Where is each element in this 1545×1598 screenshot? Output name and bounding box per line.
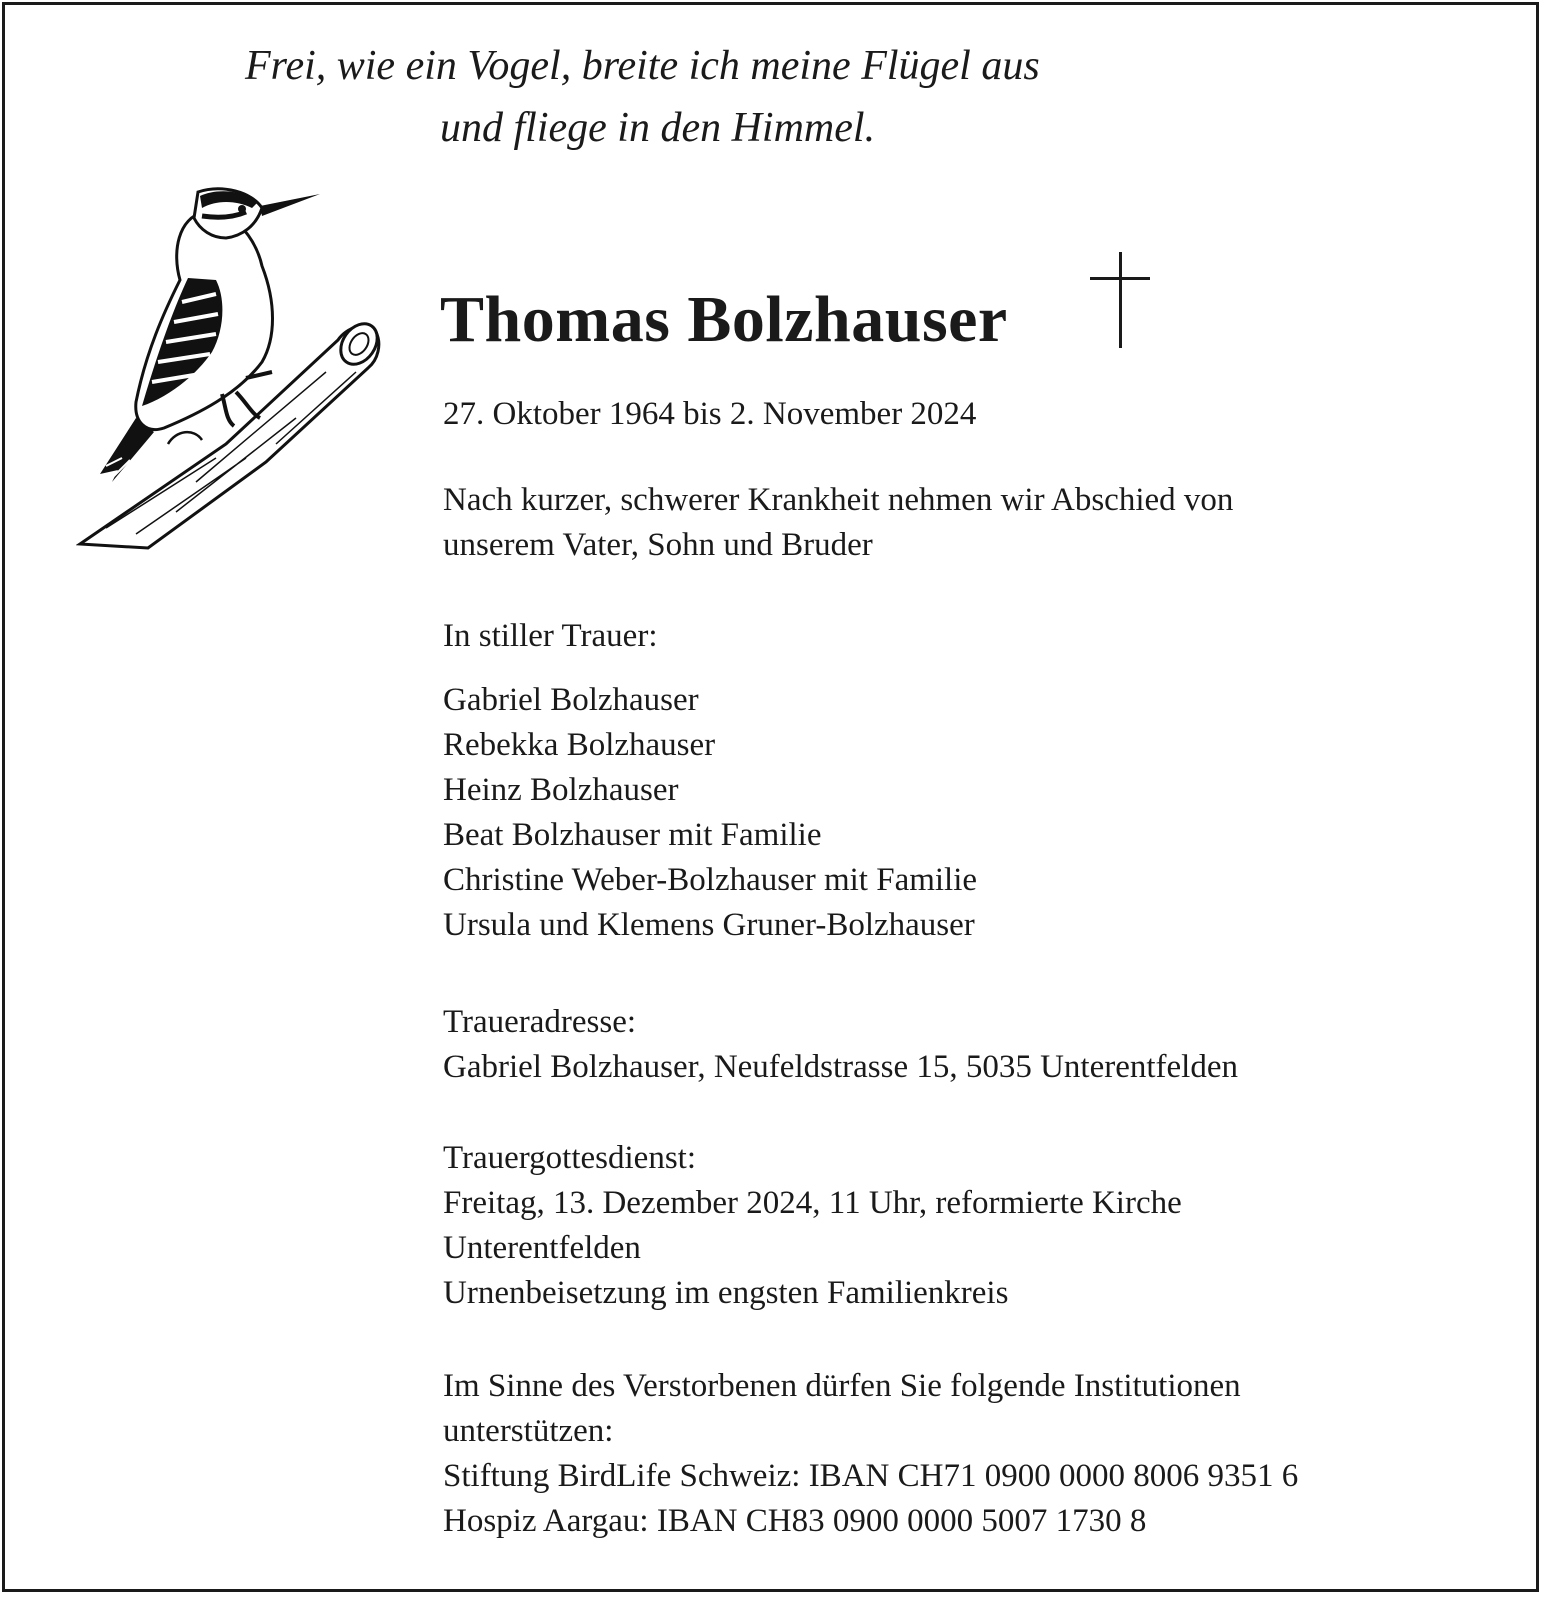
mourners-heading: In stiller Trauer: [443, 618, 658, 654]
mourner-name: Gabriel Bolzhauser [443, 682, 699, 718]
donations-line-2: unterstützen: [443, 1413, 614, 1449]
life-dates: 27. Oktober 1964 bis 2. November 2024 [443, 396, 977, 432]
motto-line-1: Frei, wie ein Vogel, breite ich meine Flügel aus [245, 43, 1040, 89]
mourner-name: Heinz Bolzhauser [443, 772, 679, 808]
service-line-3: Urnenbeisetzung im engsten Familienkreis [443, 1275, 1009, 1311]
motto-line-2: und fliege in den Himmel. [440, 105, 876, 151]
woodpecker-on-branch-icon [76, 182, 396, 562]
mourner-name: Ursula und Klemens Gruner-Bolzhauser [443, 907, 975, 943]
cross-icon [1090, 252, 1150, 348]
mourner-name: Beat Bolzhauser mit Familie [443, 817, 822, 853]
donation-hospiz: Hospiz Aargau: IBAN CH83 0900 0000 5007 1730 8 [443, 1503, 1147, 1539]
deceased-name: Thomas Bolzhauser [440, 283, 1008, 356]
donations-line-1: Im Sinne des Verstorbenen dürfen Sie folgende Institutionen [443, 1368, 1241, 1404]
farewell-line-2: unserem Vater, Sohn und Bruder [443, 527, 873, 563]
donation-birdlife: Stiftung BirdLife Schweiz: IBAN CH71 0900 0000 8006 9351 6 [443, 1458, 1299, 1494]
service-line-2: Unterentfelden [443, 1230, 641, 1266]
service-heading: Trauergottesdienst: [443, 1140, 696, 1176]
address-heading: Traueradresse: [443, 1004, 637, 1040]
mourner-name: Rebekka Bolzhauser [443, 727, 716, 763]
service-line-1: Freitag, 13. Dezember 2024, 11 Uhr, reformierte Kirche [443, 1185, 1182, 1221]
address-value: Gabriel Bolzhauser, Neufeldstrasse 15, 5035 Unterentfelden [443, 1049, 1238, 1085]
mourner-name: Christine Weber-Bolzhauser mit Familie [443, 862, 978, 898]
farewell-line-1: Nach kurzer, schwerer Krankheit nehmen wir Abschied von [443, 482, 1234, 518]
